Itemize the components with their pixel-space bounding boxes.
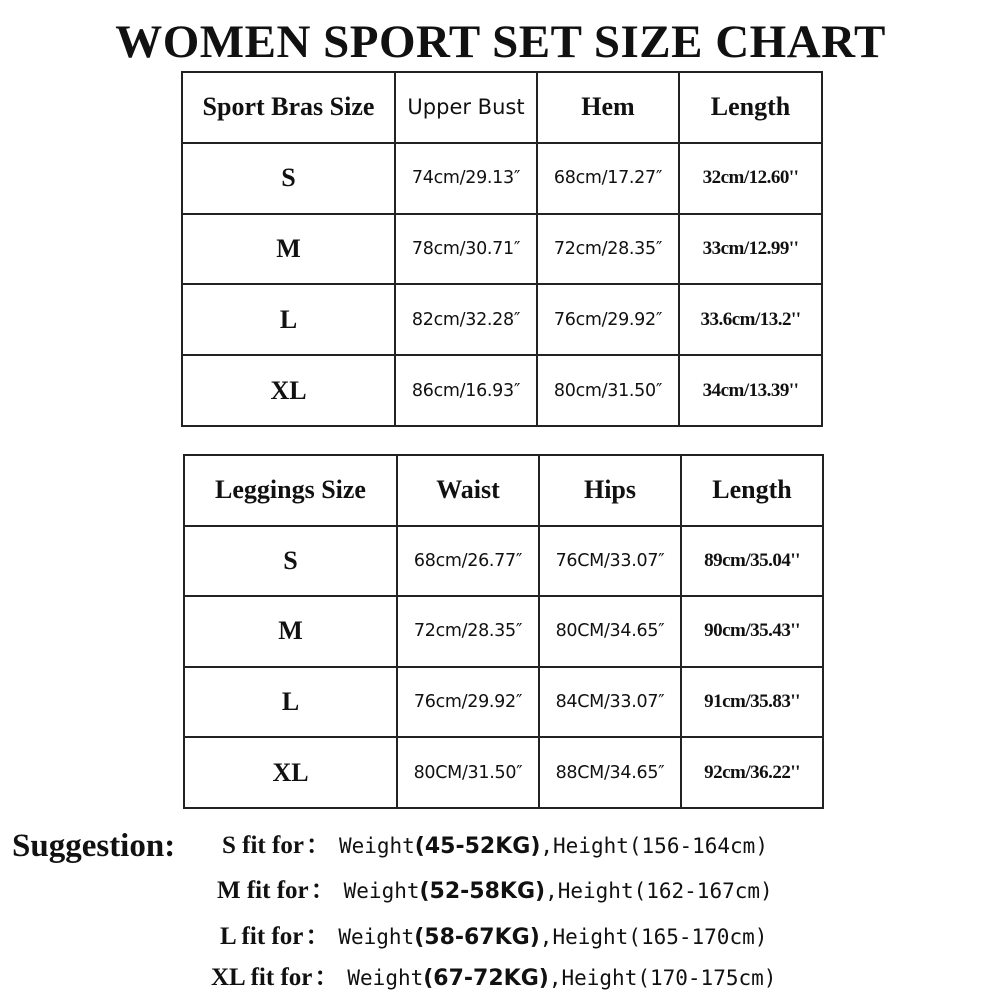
height-label: Height — [553, 834, 629, 858]
weight-range: (45-52KG) — [414, 834, 541, 859]
height-label: Height — [552, 925, 629, 949]
height-label: Height — [561, 966, 638, 990]
fit-size-label: S fit for — [222, 832, 304, 859]
height-range: (165-170cm) — [628, 925, 768, 949]
waist-cell: 80CM/31.50″ — [397, 737, 539, 808]
fit-suggestion-l — [220, 919, 767, 955]
fit-suggestion-m — [217, 873, 773, 909]
fit-size-label: L fit for — [220, 923, 304, 950]
hem-cell: 80cm/31.50″ — [537, 355, 679, 426]
table-row — [182, 214, 822, 285]
fit-size-label: M fit for — [217, 877, 309, 904]
weight-range: (52-58KG) — [419, 879, 546, 904]
table-header-row — [182, 72, 822, 143]
length-cell: 33.6cm/13.2'' — [679, 284, 822, 355]
hem-cell: 68cm/17.27″ — [537, 143, 679, 214]
upper-bust-cell: 82cm/32.28″ — [395, 284, 537, 355]
fit-suggestion-s — [222, 828, 768, 864]
weight-label: Weight — [338, 925, 415, 949]
hips-cell: 88CM/34.65″ — [539, 737, 681, 808]
table-row — [184, 526, 823, 597]
length-cell: 34cm/13.39'' — [679, 355, 822, 426]
suggestion-label: Suggestion: — [12, 828, 176, 864]
table-row — [182, 355, 822, 426]
sport-bras-size-table — [181, 71, 823, 427]
table-row — [184, 737, 823, 808]
column-header-length: Length — [679, 72, 822, 143]
hem-cell: 76cm/29.92″ — [537, 284, 679, 355]
suggestion-section — [0, 820, 1001, 1001]
length-cell: 91cm/35.83'' — [681, 667, 823, 738]
fit-colon: ： — [305, 832, 331, 859]
column-header-hips: Hips — [539, 455, 681, 526]
size-cell: S — [184, 526, 397, 597]
column-header-hem: Hem — [537, 72, 679, 143]
hem-cell: 72cm/28.35″ — [537, 214, 679, 285]
column-header-length: Length — [681, 455, 823, 526]
table-row — [182, 143, 822, 214]
hips-cell: 80CM/34.65″ — [539, 596, 681, 667]
size-cell: XL — [182, 355, 395, 426]
column-header-size: Leggings Size — [184, 455, 397, 526]
size-cell: M — [182, 214, 395, 285]
weight-range: (58-67KG) — [414, 925, 540, 950]
upper-bust-cell: 74cm/29.13″ — [395, 143, 537, 214]
fit-colon: ： — [314, 964, 340, 991]
waist-cell: 72cm/28.35″ — [397, 596, 539, 667]
height-range: (156-164cm) — [628, 834, 768, 858]
hips-cell: 84CM/33.07″ — [539, 667, 681, 738]
weight-range: (67-72KG) — [423, 966, 549, 991]
fit-suggestion-xl — [211, 960, 776, 996]
separator: , — [548, 966, 562, 990]
leggings-size-table — [183, 454, 824, 809]
table-row — [184, 667, 823, 738]
size-cell: L — [182, 284, 395, 355]
upper-bust-cell: 86cm/16.93″ — [395, 355, 537, 426]
table-row — [184, 596, 823, 667]
page-title: WOMEN SPORT SET SIZE CHART — [115, 16, 886, 68]
length-cell: 32cm/12.60'' — [679, 143, 822, 214]
length-cell: 33cm/12.99'' — [679, 214, 822, 285]
size-cell: XL — [184, 737, 397, 808]
height-label: Height — [557, 879, 634, 903]
fit-colon: ： — [310, 877, 336, 904]
column-header-waist: Waist — [397, 455, 539, 526]
upper-bust-cell: 78cm/30.71″ — [395, 214, 537, 285]
separator: , — [545, 879, 558, 903]
table-row — [182, 284, 822, 355]
height-range: (170-175cm) — [637, 966, 777, 990]
waist-cell: 76cm/29.92″ — [397, 667, 539, 738]
fit-colon: ： — [305, 923, 331, 950]
column-header-upper-bust: Upper Bust — [395, 72, 537, 143]
column-header-size: Sport Bras Size — [182, 72, 395, 143]
fit-size-label: XL fit for — [211, 964, 313, 991]
size-cell: L — [184, 667, 397, 738]
length-cell: 90cm/35.43'' — [681, 596, 823, 667]
waist-cell: 68cm/26.77″ — [397, 526, 539, 597]
weight-label: Weight — [347, 966, 424, 990]
length-cell: 89cm/35.04'' — [681, 526, 823, 597]
table-header-row — [184, 455, 823, 526]
hips-cell: 76CM/33.07″ — [539, 526, 681, 597]
separator: , — [539, 925, 553, 949]
length-cell: 92cm/36.22'' — [681, 737, 823, 808]
height-range: (162-167cm) — [633, 879, 773, 903]
weight-label: Weight — [343, 879, 420, 903]
separator: , — [540, 834, 554, 858]
weight-label: Weight — [338, 834, 415, 858]
size-cell: S — [182, 143, 395, 214]
size-cell: M — [184, 596, 397, 667]
